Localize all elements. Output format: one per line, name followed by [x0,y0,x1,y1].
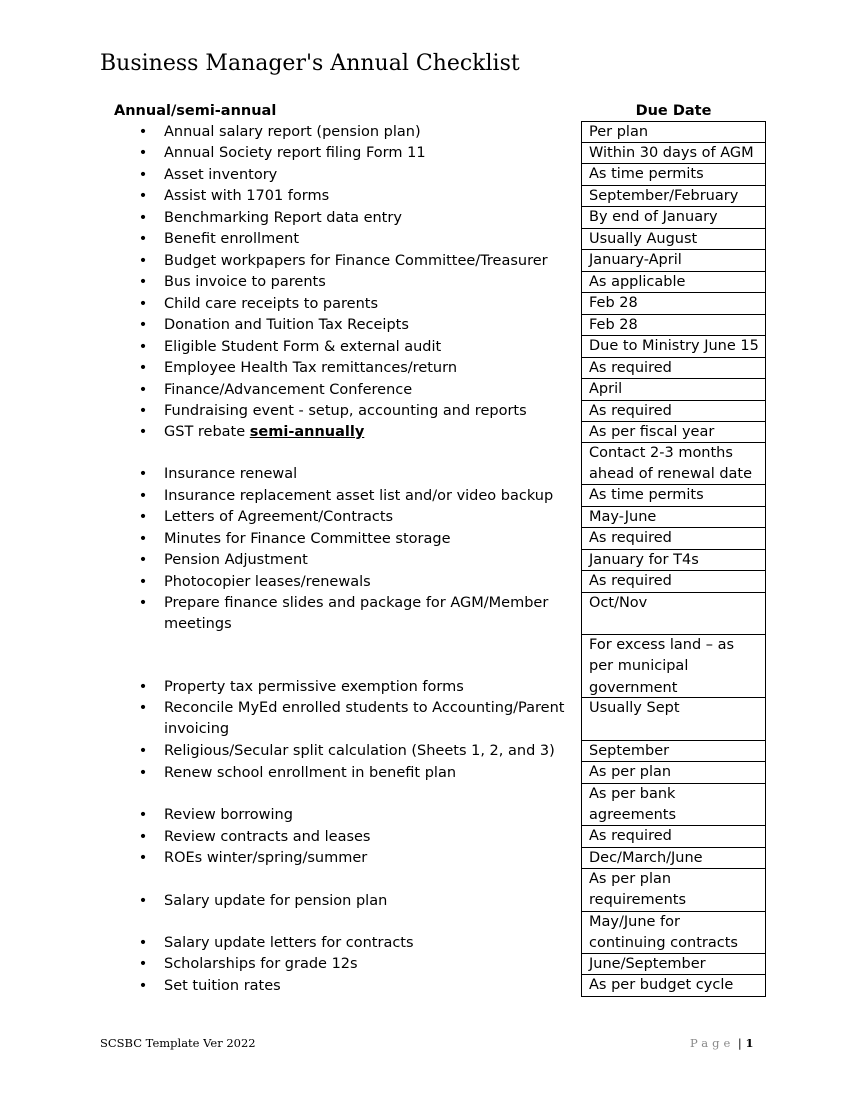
due-date-cell: January for T4s [581,550,766,571]
task-label: Benchmarking Report data entry [164,209,402,226]
checklist-row [0,401,850,422]
task-label: Pension Adjustment [164,551,308,568]
due-date-cell: Feb 28 [581,293,766,315]
bullet-icon: • [138,252,148,269]
task-label: ROEs winter/spring/summer [164,849,368,866]
bullet-icon: • [138,402,148,419]
due-date-cell: Feb 28 [581,315,766,336]
checklist-row [0,250,850,272]
due-date-cell: As per fiscal year [581,422,766,443]
task-item [138,933,574,954]
bullet-icon: • [138,828,148,845]
bullet-icon: • [138,338,148,355]
task-label: Donation and Tuition Tax Receipts [164,316,409,333]
due-date-cell: As time permits [581,485,766,507]
bullet-icon: • [138,187,148,204]
due-date-cell: As required [581,401,766,422]
checklist-row [0,571,850,593]
due-date-cell: September [581,741,766,762]
task-item [138,507,574,528]
task-item [138,550,574,571]
bullet-icon: • [138,273,148,290]
task-label: Fundraising event - setup, accounting and reports [164,402,527,419]
task-label: Renew school enrollment in benefit plan [164,764,457,781]
bullet-icon: • [138,678,148,695]
checklist-row [0,507,850,528]
task-item [138,593,574,636]
checklist-row [0,379,850,401]
task-label: Annual Society report filing Form 11 [164,144,426,161]
task-item [138,741,574,762]
due-date-cell: Usually August [581,229,766,250]
bullet-icon: • [138,316,148,333]
checklist-row [0,229,850,250]
task-item [138,122,574,143]
task-label: Assist with 1701 forms [164,187,330,204]
checklist-row [0,164,850,186]
bullet-icon: • [138,359,148,376]
due-date-cell: Contact 2-3 months ahead of renewal date [581,443,766,485]
bullet-icon: • [138,934,148,951]
task-label: Salary update letters for contracts [164,934,414,951]
task-label: Finance/Advancement Conference [164,381,413,398]
checklist-row [0,121,850,143]
task-item [138,380,574,401]
task-label: Eligible Student Form & external audit [164,338,442,355]
footer-template-version: SCSBC Template Ver 2022 [100,1036,256,1050]
due-date-cell: Usually Sept [581,698,766,741]
checklist-row [0,848,850,869]
task-label: Review borrowing [164,806,293,823]
task-item [138,464,574,485]
bullet-icon: • [138,573,148,590]
bullet-icon: • [138,381,148,398]
task-label: Review contracts and leases [164,828,371,845]
task-label: Child care receipts to parents [164,295,379,312]
task-item [138,315,574,336]
task-label: Letters of Agreement/Contracts [164,508,394,525]
task-label: Reconcile MyEd enrolled students to Accounting/Parent invoicing [164,700,565,738]
task-label: Scholarships for grade 12s [164,955,358,972]
task-item [138,165,574,186]
checklist-row [0,954,850,975]
due-date-cell: As time permits [581,164,766,186]
page-label: Page [690,1036,735,1050]
due-date-cell: As required [581,358,766,379]
due-date-cell: As required [581,571,766,593]
checklist-row [0,635,850,698]
task-item [138,529,574,550]
checklist-row [0,550,850,571]
bullet-icon: • [138,230,148,247]
task-item [138,251,574,272]
checklist-row [0,528,850,550]
checklist-row [0,741,850,762]
due-date-cell: Oct/Nov [581,593,766,635]
task-item [138,208,574,229]
task-label: Religious/Secular split calculation (Sheets 1, 2, and 3) [164,742,555,759]
section-header: Annual/semi-annual [114,103,277,119]
due-date-cell: September/February [581,186,766,207]
due-date-cell: Dec/March/June [581,848,766,869]
due-date-cell: June/September [581,954,766,975]
checklist-row [0,422,850,443]
task-item [138,891,574,912]
task-label: Asset inventory [164,166,278,183]
checklist-row [0,698,850,741]
task-label: Annual salary report (pension plan) [164,123,421,140]
checklist-row [0,143,850,164]
task-label: Minutes for Finance Committee storage [164,530,451,547]
page-number: 1 [745,1036,754,1050]
task-item [138,976,574,997]
task-item [138,229,574,250]
task-label: Insurance renewal [164,465,298,482]
bullet-icon: • [138,166,148,183]
task-item [138,572,574,593]
task-item [138,677,574,698]
task-label: Set tuition rates [164,977,281,994]
task-item [138,486,574,507]
task-item [138,827,574,848]
bullet-icon: • [138,849,148,866]
checklist [0,121,850,997]
task-label: Salary update for pension plan [164,892,388,909]
task-item [138,272,574,293]
checklist-row [0,912,850,954]
checklist-row [0,336,850,358]
task-item [138,422,574,443]
bullet-icon: • [138,209,148,226]
bullet-icon: • [138,700,148,716]
checklist-row [0,762,850,784]
bullet-icon: • [138,955,148,972]
task-label: Photocopier leases/renewals [164,573,371,590]
task-item [138,698,574,741]
task-label: Budget workpapers for Finance Committee/Treasurer [164,252,548,269]
due-date-cell: As per plan requirements [581,869,766,912]
due-date-cell: April [581,379,766,401]
due-date-cell: May-June [581,507,766,528]
task-item [138,954,574,975]
due-date-cell: As per bank agreements [581,784,766,826]
task-item [138,805,574,826]
task-emphasis: semi-annually [249,423,365,440]
bullet-icon: • [138,295,148,312]
checklist-row [0,358,850,379]
due-date-header: Due Date [635,103,712,119]
bullet-icon: • [138,806,148,823]
due-date-cell: Per plan [581,121,766,143]
task-label: Employee Health Tax remittances/return [164,359,458,376]
checklist-row [0,186,850,207]
checklist-row [0,315,850,336]
bullet-icon: • [138,764,148,781]
due-date-cell: For excess land – as per municipal government [581,635,766,698]
due-date-cell: As required [581,826,766,848]
task-label: Insurance replacement asset list and/or video backup [164,487,554,504]
checklist-row [0,869,850,912]
footer-page-number [690,1036,753,1050]
bullet-icon: • [138,530,148,547]
bullet-icon: • [138,595,148,611]
task-item [138,186,574,207]
checklist-row [0,207,850,229]
task-label: Property tax permissive exemption forms [164,678,464,695]
due-date-cell: By end of January [581,207,766,229]
task-label: GST rebate [164,423,250,440]
bullet-icon: • [138,508,148,525]
bullet-icon: • [138,423,148,440]
due-date-cell: May/June for continuing contracts [581,912,766,954]
bullet-icon: • [138,742,148,759]
bullet-icon: • [138,892,148,909]
due-date-cell: January-April [581,250,766,272]
bullet-icon: • [138,123,148,140]
checklist-row [0,485,850,507]
task-item [138,143,574,164]
page-separator: | [737,1036,742,1050]
bullet-icon: • [138,144,148,161]
checklist-row [0,293,850,315]
due-date-cell: As per budget cycle [581,975,766,997]
checklist-row [0,272,850,293]
due-date-cell: As per plan [581,762,766,784]
bullet-icon: • [138,465,148,482]
task-label: Prepare finance slides and package for AGM/Member meetings [164,595,549,633]
due-date-cell: As applicable [581,272,766,293]
due-date-cell: Within 30 days of AGM [581,143,766,164]
checklist-row [0,975,850,997]
due-date-cell: Due to Ministry June 15 [581,336,766,358]
task-item [138,337,574,358]
page-title: Business Manager's Annual Checklist [100,51,520,76]
task-label: Benefit enrollment [164,230,300,247]
checklist-row [0,593,850,635]
bullet-icon: • [138,551,148,568]
bullet-icon: • [138,487,148,504]
task-label: Bus invoice to parents [164,273,326,290]
bullet-icon: • [138,977,148,994]
checklist-row [0,826,850,848]
task-item [138,401,574,422]
task-item [138,358,574,379]
checklist-row [0,784,850,826]
due-date-cell: As required [581,528,766,550]
task-item [138,294,574,315]
checklist-row [0,443,850,485]
task-item [138,848,574,869]
task-item [138,763,574,784]
